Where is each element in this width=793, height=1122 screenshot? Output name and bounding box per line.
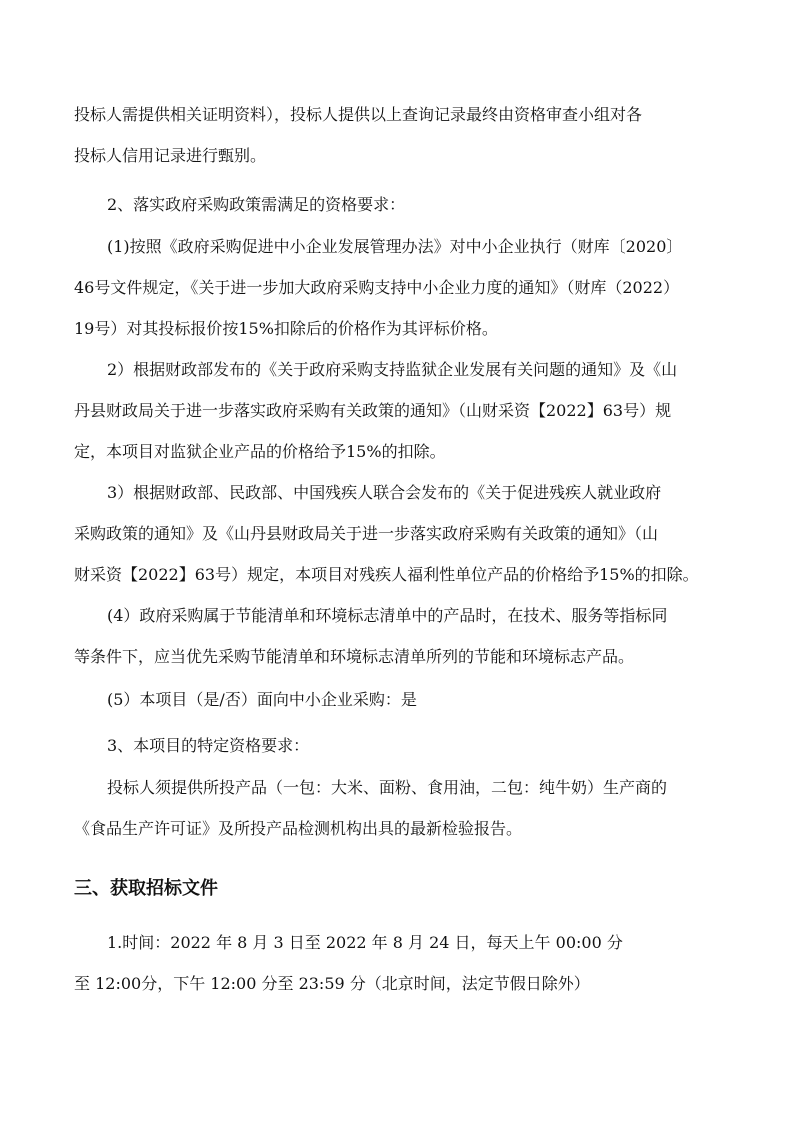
line: 《食品生产许可证》及所投产品检测机构出具的最新检验报告。 [74,819,523,838]
line: 财采资【2022】63号）规定，本项目对残疾人福利性单位产品的价格给予15%的扣除。 [74,565,699,584]
line: 投标人需提供相关证明资料），投标人提供以上查询记录最终由资格审查小组对各 [74,105,643,124]
line: (4）政府采购属于节能清单和环境标志清单中的产品时，在技术、服务等指标同 [107,606,668,625]
line: 2、落实政府采购政策需满足的资格要求： [107,195,406,214]
section-heading: 三、获取招标文件 [74,878,218,899]
line: 19号）对其投标报价按15%扣除后的价格作为其评标价格。 [74,319,498,338]
line: 采购政策的通知》及《山丹县财政局关于进一步落实政府采购有关政策的通知》（山 [74,524,659,543]
line: (1)按照《政府采购促进中小企业发展管理办法》对中小企业执行（财库〔2020〕 [107,237,683,256]
line: 投标人须提供所投产品（一包：大米、面粉、食用油，二包：纯牛奶）生产商的 [107,778,668,797]
line: 至 12:00分，下午 12:00 分至 23:59 分（北京时间，法定节假日除外） [74,974,590,993]
line: 等条件下，应当优先采购节能清单和环境标志清单所列的节能和环境标志产品。 [74,647,635,666]
line: 46号文件规定，《关于进一步加大政府采购支持中小企业力度的通知》（财库（2022） [74,278,680,297]
line: 1.时间：2022 年 8 月 3 日至 2022 年 8 月 24 日，每天上午 00:00 分 [107,933,623,952]
line: 2）根据财政部发布的《关于政府采购支持监狱企业发展有关问题的通知》及《山 [107,360,678,379]
line: 投标人信用记录进行甄别。 [74,146,267,165]
line: 3）根据财政部、民政部、中国残疾人联合会发布的《关于促进残疾人就业政府 [107,483,662,502]
line: 丹县财政局关于进一步落实政府采购有关政策的通知》（山财采资【2022】63号）规 [74,401,672,420]
line: (5）本项目（是/否）面向中小企业采购：是 [107,690,417,709]
line: 定，本项目对监狱企业产品的价格给予15%的扣除。 [74,442,446,461]
line: 3、本项目的特定资格要求： [107,736,310,755]
